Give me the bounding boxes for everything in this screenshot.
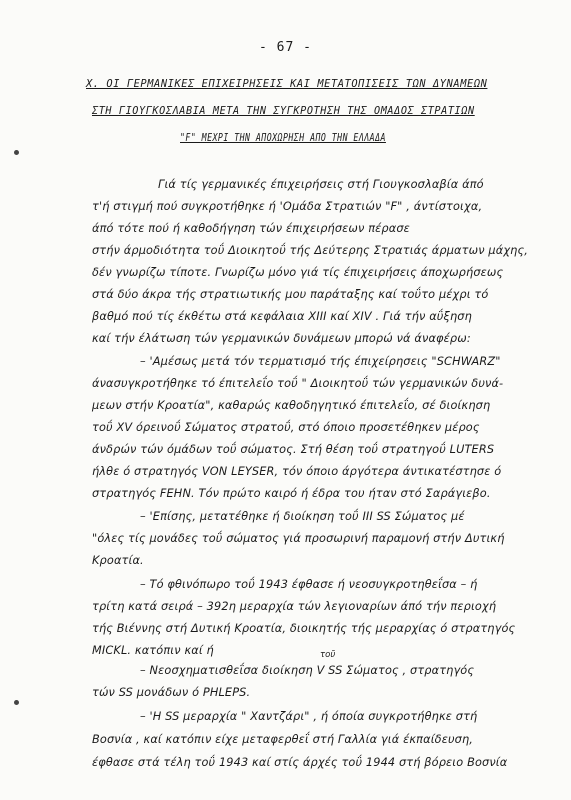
punch-hole bbox=[14, 700, 19, 705]
body-line: δέν γνωρίζω τίποτε. Γνωρίζω μόνο γιά τίς έπιχειρήσεις άποχωρήσεως bbox=[92, 266, 504, 279]
body-line: – 'Επίσης, μετατέθηκε ή διοίκηση τοΰ III SS Σώματος μέ bbox=[140, 510, 465, 523]
superscript-note: τοῦ bbox=[320, 650, 336, 660]
body-line: – Νεοσχηματισθεΐσα διοίκηση V SS Σώματος , στρατηγός bbox=[140, 664, 475, 677]
chapter-heading-line-1: Χ. ΟΙ ΓΕΡΜΑΝΙΚΕΣ ΕΠΙΧΕΙΡΗΣΕΙΣ ΚΑΙ ΜΕΤΑΤΟΠΙΣΕΙΣ ΤΩΝ ΔΥΝΑΜΕΩΝ bbox=[86, 78, 488, 90]
body-line: – Τό φθινόπωρο τοΰ 1943 έφθασε ή νεοσυγκροτηθεΐσα – ή bbox=[140, 578, 478, 591]
body-line: τής Βιέννης στή Δυτική Κροατία, διοικητής τής μεραρχίας ό στρατηγός bbox=[92, 622, 516, 635]
body-line: άνασυγκροτήθηκε τό έπιτελεΐο τοΰ " Διοικητοΰ τών γερμανικών δυνά- bbox=[92, 377, 504, 390]
body-line: Βοσνία , καί κατόπιν είχε μεταφερθεΐ στή Γαλλία γιά έκπαίδευση, bbox=[92, 733, 474, 746]
body-line: καί τήν έλάτωση τών γερμανικών δυνάμεων μπορώ νά άναφέρω: bbox=[92, 332, 471, 345]
chapter-heading-line-3: "F" ΜΕΧΡΙ ΤΗΝ ΑΠΟΧΩΡΗΣΗ ΑΠΟ ΤΗΝ ΕΛΛΑΔΑ bbox=[180, 132, 386, 144]
page-number: - 67 - bbox=[259, 40, 312, 55]
body-line: – 'Η SS μεραρχία " Χαντζάρι" , ή όποία συγκροτήθηκε στή bbox=[140, 710, 478, 723]
body-line: άπό τότε πού ή καθοδήγηση τών έπιχειρήσεων πέρασε bbox=[92, 222, 410, 235]
body-line: τοΰ XV όρεινοΰ Σώματος στρατοΰ, στό όποιο προσετέθηκεν μέρος bbox=[92, 421, 480, 434]
body-line: τρίτη κατά σειρά – 392η μεραρχία τών λεγιοναρίων άπό τήν περιοχή bbox=[92, 600, 497, 613]
body-line: Γιά τίς γερμανικές έπιχειρήσεις στή Γιουγκοσλαβία άπό bbox=[158, 178, 484, 191]
body-line: έφθασε στά τέλη τοΰ 1943 καί στίς άρχές τοΰ 1944 στή βόρειο Βοσνία bbox=[92, 756, 508, 769]
body-line: ήλθε ό στρατηγός VON LEYSER, τόν όποιο άργότερα άντικατέστησε ό bbox=[92, 465, 502, 478]
punch-hole bbox=[14, 150, 19, 155]
body-line: μεων στήν Κροατία", καθαρώς καθοδηγητικό έπιτελεΐο, σέ διοίκηση bbox=[92, 399, 491, 412]
body-line: στρατηγός FEHN. Τόν πρώτο καιρό ή έδρα του ήταν στό Σαράγιεβο. bbox=[92, 487, 491, 500]
body-line: Κροατία. bbox=[92, 554, 144, 567]
body-line: τ'ή στιγμή πού συγκροτήθηκε ή 'Ομάδα Στρατιών "F" , άντίστοιχα, bbox=[92, 200, 483, 213]
body-line: άνδρών τών όμάδων τοΰ σώματος. Στή θέση τοΰ στρατηγοΰ LUTERS bbox=[92, 443, 495, 456]
body-line: στά δύο άκρα τής στρατιωτικής μου παράταξης καί τοΰτο μέχρι τό bbox=[92, 288, 489, 301]
body-line: MICKL. κατόπιν καί ή bbox=[92, 644, 214, 657]
body-line: τών SS μονάδων ό PHLEPS. bbox=[92, 686, 251, 699]
chapter-heading-line-2: ΣΤΗ ΓΙΟΥΓΚΟΣΛΑΒΙΑ ΜΕΤΑ ΤΗΝ ΣΥΓΚΡΟΤΗΣΗ ΤΗΣ ΟΜΑΔΟΣ ΣΤΡΑΤΙΩΝ bbox=[92, 105, 475, 117]
body-line: βαθμό πού τίς έκθέτω στά κεφάλαια XIII καί XIV . Γιά τήν αΰξηση bbox=[92, 310, 472, 323]
body-line: στήν άρμοδιότητα τοΰ Διοικητοΰ τής Δεύτερης Στρατιάς άρματων μάχης, bbox=[92, 244, 528, 257]
body-line: – 'Αμέσως μετά τόν τερματισμό τής έπιχείρησεις "SCHWARZ" bbox=[140, 355, 501, 368]
body-line: "όλες τίς μονάδες τοΰ σώματος γιά προσωρινή παραμονή στήν Δυτική bbox=[92, 532, 505, 545]
